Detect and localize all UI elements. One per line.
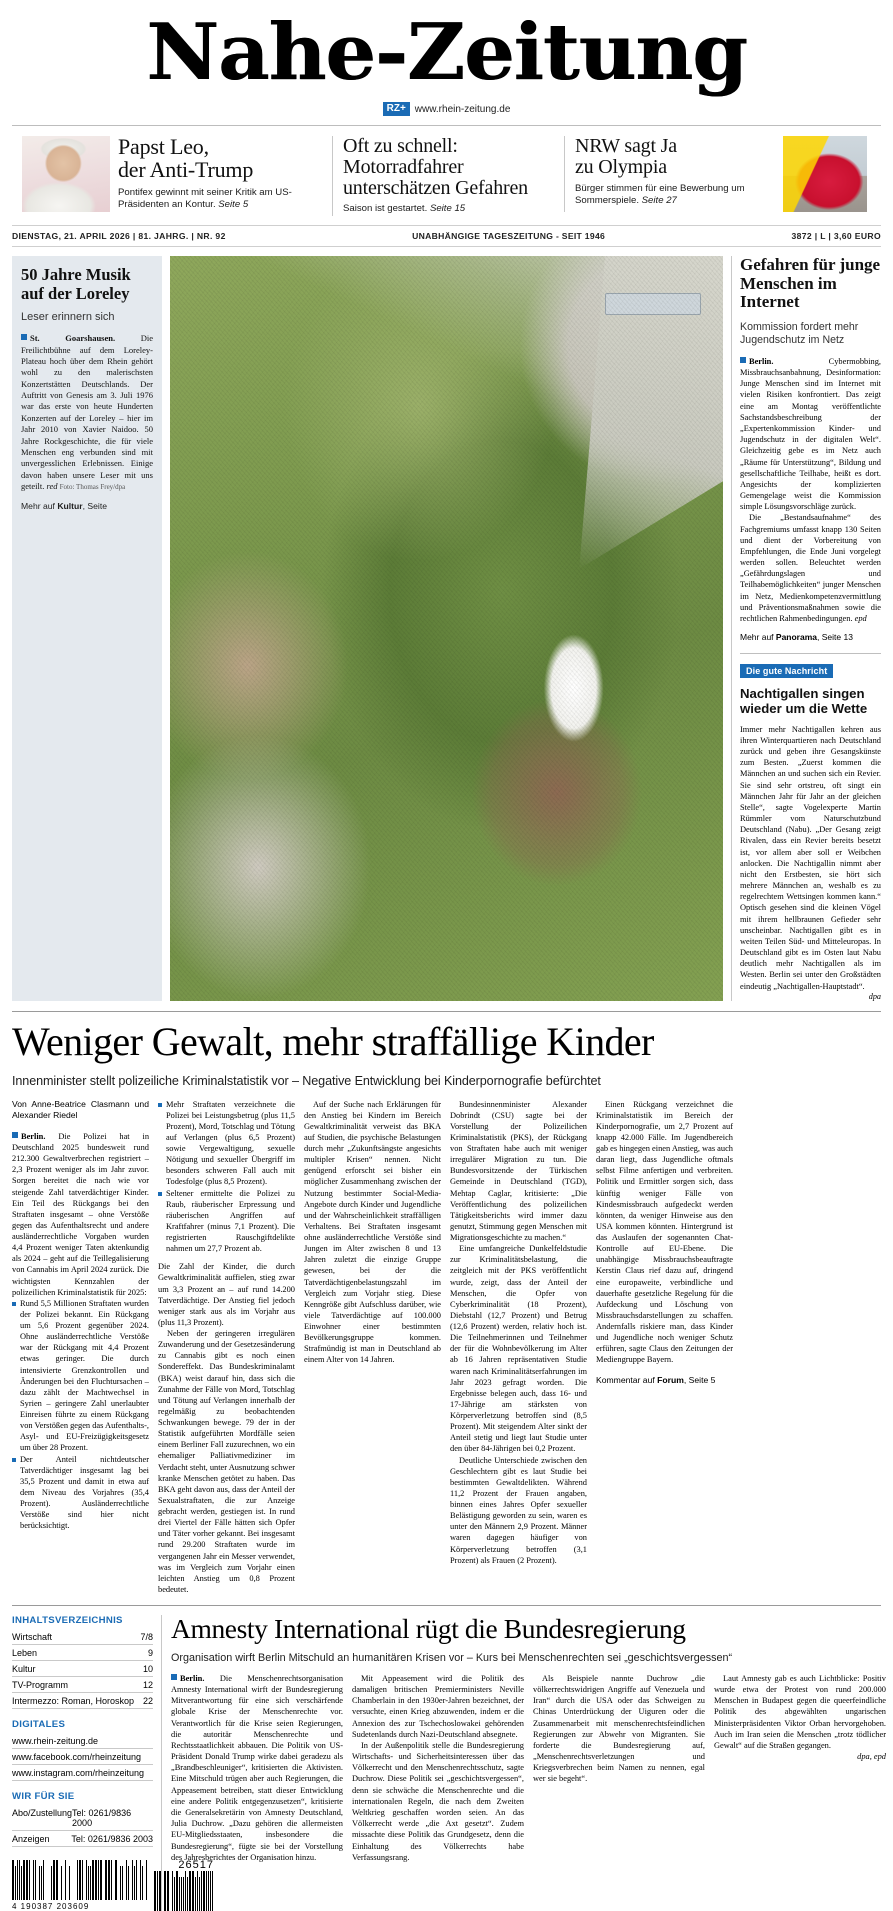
loreley-subline: Leser erinnern sich (21, 310, 115, 323)
list-item: Der Anteil nichtdeutscher Tatverdächtiger insgesamt lag bei 35,5 Prozent und damit in etwa auf dem Niveau des Vorjahres (35,4 Prozent). Ausländerrechtliche Verstöße sind hier nicht berücksichtigt. (12, 1454, 149, 1532)
paragraph: Die Zahl der Kinder, die durch Gewaltkriminalität auffielen, stieg zwar um 3,3 Prozent an – auf rund 14.200 Tatverdächtige. Der Anstieg fiel jedoch weniger stark aus als im Vorjahr aus (plus 11,3 Prozent). (158, 1262, 295, 1327)
toc-title: INHALTSVERZEICHNIS (12, 1615, 123, 1627)
teaser-page-ref[interactable]: Seite 15 (429, 203, 466, 215)
dateline-date: DIENSTAG, 21. APRIL 2026 | 81. JAHRG. | NR. 92 (12, 231, 226, 242)
teaser-motorradfahrer[interactable] (332, 136, 564, 216)
bullet-square-icon (21, 334, 27, 340)
table-row[interactable] (12, 1629, 153, 1645)
teaser-strip (12, 126, 881, 225)
paragraph: Auf der Suche nach Erklärungen für den Anstieg bei Kindern im Bereich Gewaltkriminalität verweist das BKA auf Studien, die psychische Belastungen durch mehr „Zukunftsängste angesichts multipler Krisen“ nennen. Nicht genügend erforscht sei bisher ein möglicher Zusammenhang zwischen der Nutzung bestimmter Social-Media-Angebote durch Kinder und Jugendliche und der Wahrscheinlichkeit straffälligen Verhaltens. Bei Straftaten insgesamt ohne ausländerrechtliche Verstöße sind Jungen im Alter zwischen 8 und 13 Jahren zuletzt die einzige Gruppe gewesen, bei der die Tatverdächtigenbelastungszahl im Vergleich zum Vorjahr stieg. Diese Kenngröße gibt Aufschluss darüber, wie viele Tatverdächtige auf 100.000 Einwohner einer bestimmten Bevölkerungsgruppe kommen. Strafmündig ist man in Deutschland ab einem Alter von 14 Jahren. (304, 1099, 441, 1365)
dateline-place: Berlin. (749, 356, 774, 366)
paragraph: Die „Bestandsaufnahme“ des Fachgremiums umfasst knapp 130 Seiten und dient der Vorbereitung von Empfehlungen, die Ende Juni vorgelegt werden sollen. Beleuchtet werden „Gefährdungslagen und Teilhabemöglichkeiten“ junger Menschen im Netz, Medienkompetenzvermittlung und Präventionsmaßnahmen sowie die rechtlichen Rahmenbedingungen. epd (740, 513, 881, 623)
internet-danger-column (731, 256, 881, 1001)
lead-subline: Innenminister stellt polizeiliche Kriminalstatistik vor – Negative Entwicklung bei Kinderpornografie befürchtet (12, 1073, 601, 1088)
rz-plus-badge[interactable]: RZ+ (383, 102, 410, 116)
toc-page: 12 (142, 1679, 153, 1690)
photo-texture-overlay (170, 256, 723, 1001)
kommentar-link[interactable]: Kommentar auf Forum, Seite 5 (596, 1374, 716, 1385)
lead-column-3 (304, 1099, 441, 1596)
lead-story (12, 1011, 881, 1595)
table-row[interactable] (12, 1645, 153, 1661)
amnesty-column-1 (171, 1673, 343, 1863)
masthead-weblink (0, 102, 893, 116)
paragraph: Neben der geringeren irregulären Zuwanderung und der Gesetzesänderung zu Cannabis gibt es noch einen Sondereffekt. Das Bundeskriminalamt (BKA) weist darauf hin, dass sich die Zunahme der Fälle von Mord, Totschlag und Tötung auf Verlangen innerhalb der regelmäßig zu beobachtenden Schwankungen bewege. 79 der in der Statistik aufgeführten Mordfälle seien einem Berliner Fall zuzurechnen, wo ein ehemaliger Palliativmediziner im Verdacht steht, unter Ausnutzung schwer kranke Menschen getötet zu haben. Das BKA geht davon aus, dass der Anteil der Sexualstraftaten, die zur Anzeige gebracht werden, gestiegen ist. In rund drei Viertel der Fälle hätten sich Opfer und Täter vorher gekannt. Bei insgesamt rund 29.200 Straftaten wurde im vergangenen Jahr ein Messer verwendet, was im Vergleich zum Vorjahr einen leichten Anstieg um 0,8 Prozent bedeutet. (158, 1329, 295, 1594)
toc-label: TV-Programm (12, 1679, 69, 1690)
top-section (12, 247, 881, 1001)
digital-section (12, 1719, 153, 1781)
amnesty-column-3 (533, 1673, 705, 1863)
toc-page: 9 (147, 1647, 153, 1658)
list-item: Mehr Straftaten verzeichnete die Polizei bei Leistungsbetrug (plus 11,5 Prozent), Mord, Totschlag und Tötung auf Verlangen (plus 6,5 Prozent) sowie Vergewaltigung, sexuelle Nötigung und sexueller Übergriff im besonders schweren Fall auch mit Todesfolge (plus 8,5 Prozent). (158, 1099, 295, 1188)
paragraph: Deutliche Unterschiede zwischen den Geschlechtern gibt es laut Studie bei bestimmten Gewaltdelikten. Während 11,2 Prozent der Frauen angaben, binnen eines Jahres Opfer sexueller Belästigung geworden zu sein, waren es unter den Männern 2,9 Prozent. Männer waren dagegen häufiger von Körperverletzung betroffen (3,1 Prozent) als Frauen (2 Prozent). (450, 1455, 587, 1565)
paragraph: Laut Amnesty gab es auch Lichtblicke: Positiv wurde etwa der Protest von rund 200.000 Menschen in Budapest gegen die queerfeindliche Politik des abgewählten ungarischen Ministerpräsidenten Viktor Orban hervorgehoben. Auch im Iran seien die Menschen „trotz tödlicher Gewalt“ auf die Straßen gegangen. (714, 1673, 886, 1750)
good-news-agency: dpa (868, 991, 881, 1001)
statistics-bullet-list (12, 1298, 149, 1532)
list-item: Seltener ermittelte die Polizei zu Raub, räuberischer Erpressung und räuberischen Angriffen auf Kraftfahrer (minus 7,1 Prozent). Die registrierten Rauschgiftdelikte nahmen um 27,7 Prozent ab. (158, 1188, 295, 1255)
dateline-place: St. Goarshausen. (30, 333, 116, 344)
lead-column-1 (12, 1099, 149, 1596)
table-row[interactable] (12, 1661, 153, 1677)
section-name: Kultur (57, 501, 83, 512)
list-item: Rund 5,5 Millionen Straftaten wurden der Polizei bekannt. Ein Rückgang um 5,6 Prozent gegenüber 2024. Ohne ausländerrechtliche Verstöße war der Rückgang mit 4,4 Prozent etwas geringer. Die durch intensivierte Grenzkontrollen und Änderungen bei den Fluchtursachen – dazu zählt der Machtwechsel in Syrien – geringere Zahl unerlaubter Einreisen führte zu einem Rückgang von Verstößen gegen das Aufenthalts-, Asyl- und EU-Freizügigkeitsgesetz um über 28 Prozent. (12, 1298, 149, 1454)
internet-danger-body: Berlin. Cybermobbing, Missbrauchsanbahnung, Desinformation: Junge Menschen sind im Internet mit vielen Risiken konfrontiert. Das zeigt eine am Montag veröffentlichte Sachstandsbeschreibung der „Expertenkommission Kinder- und Jugendschutz in der digitalen Welt“. Gleichzeitig gebe es im Netz auch „Räume für Unterstützung“, Bildung und gesellschaftliche Teilhabe, heißt es dort. Angesichts der komplizierten Gemengelage weist die Kommission simple Lösungsvorschläge zurück. Die „Bestandsaufnahme“ des Fachgremiums umfasst knapp 130 Seiten und dient der Vorbereitung von Empfehlungen, die Ende Juni vorgelegt werden sollen. Beleuchtet werden „Gefährdungslagen und Teilhabemöglichkeiten“ junger Menschen im Netz, Medienkompetenzvermittlung und Präventionsmaßnahmen sowie die rechtlichen Rahmenbedingungen. epd (740, 356, 881, 623)
service-phone: Tel: 0261/9836 2003 (71, 1833, 153, 1844)
dateline-price: 3872 | L | 3,60 EURO (791, 231, 881, 242)
toc-label: Wirtschaft (12, 1631, 53, 1642)
paragraph: Eine umfangreiche Dunkelfeldstudie zur Kriminalitätsbelastung, die zeitgleich mit der PKS veröffentlicht wurde, zeigt, dass der Anteil der Menschen, die Opfer von Cyberkriminalität (18 Prozent), Diebstahl (12,7 Prozent) und Betrug (12,6 Prozent) werden, relativ hoch ist. Die Teilnehmerinnen und Teilnehmer der für die Wohnbevölkerung im Alter ab 16 Jahren repräsentativen Studie waren nach Kriminalitätserfahrungen im Jahr 2023 gefragt worden. Die Ergebnisse belegen auch, dass 16- und 17-Jährige am stärksten von Körperverletzung betroffen sind (8,5 Prozent). Mit steigendem Alter sinkt der Anteil stetig und liegt laut Studie unter den über 84-Jährigen bei 0,2 Prozent. (450, 1244, 587, 1454)
good-news-body: Immer mehr Nachtigallen kehren aus ihren Winterquartieren nach Deutschland zurück und geben ihre Gesangskünste zum Besten. „Zuerst kommen die Männchen an und suchen sich ein Revier. Sie sind sehr ortstreu, oft singt ein Männchen Jahr für Jahr an der gleichen Stelle“, sagte Vogelexperte Martin Rümmler vom Naturschutzbund Deutschland (Nabu). „Der Gesang zeigt Rivalen, dass ein Revier bereits besetzt ist, vor allem aber soll er Weibchen anlocken. Die Nachtigallin nimmt aber nicht den Erstbesten, sie hört sich mehrere Männchen an, weshalb es zu regelrechtem Wettsingen kommen kann.“ Optisch gesehen sind die kleinen Vögel mit ihrem hellbraunen Gefieder sehr unscheinbar. Nachtigallen gibt es in weiten Teilen Süd- und Mitteleuropas. In Deutschland gibt es im Osten laut Nabu deutlich mehr Nachtigallen als im Westen. Berlin sei unter den Großstädten eindeutig „Nachtigallen-Hauptstadt“. (740, 724, 881, 991)
panorama-more-link[interactable]: Mehr auf Panorama, Seite 13 (740, 632, 853, 643)
toc-page: 7/8 (140, 1631, 153, 1642)
loreley-headline: 50 Jahre Musik auf der Loreley (21, 265, 131, 303)
digital-title: DIGITALES (12, 1719, 66, 1731)
lead-headline: Weniger Gewalt, mehr straffällige Kinder (12, 1018, 654, 1064)
digital-link[interactable]: www.rhein-zeitung.de (12, 1733, 153, 1749)
bottom-section (12, 1605, 886, 1911)
teaser-page-ref[interactable]: Seite 27 (641, 195, 677, 207)
toc-label: Kultur (12, 1663, 36, 1674)
service-title: WIR FÜR SIE (12, 1791, 75, 1803)
internet-danger-headline: Gefahren für junge Menschen im Internet (740, 255, 881, 312)
good-news-section (740, 653, 881, 1001)
toc-page: 10 (142, 1663, 153, 1674)
teaser-subline: Pontifex gewinnt mit seiner Kritik am US-Präsidenten an Kontur. Seite 5 (118, 186, 292, 211)
internet-danger-subline: Kommission fordert mehr Jugendschutz im Netz (740, 321, 859, 347)
barcode-area (12, 1859, 214, 1911)
pope-portrait-photo (22, 136, 110, 212)
table-row[interactable] (12, 1693, 153, 1709)
bullet-square-icon (171, 1674, 177, 1680)
amnesty-columns (171, 1673, 886, 1863)
amnesty-subline: Organisation wirft Berlin Mitschuld an humanitären Krisen vor – Kurs bei Menschenrechten sei „geschichtsvergessen“ (171, 1651, 733, 1664)
loreley-more-link[interactable]: Mehr auf Kultur, Seite (21, 501, 107, 512)
service-label: Anzeigen (12, 1833, 50, 1844)
lead-column-2 (158, 1099, 295, 1596)
author-initials: red (46, 481, 58, 492)
teaser-headline: Papst Leo, der Anti-Trump (118, 134, 254, 182)
table-row (12, 1831, 153, 1847)
good-news-headline: Nachtigallen singen wieder um die Wette (740, 686, 868, 716)
table-row (12, 1805, 153, 1831)
bullet-square-icon (12, 1132, 18, 1138)
lead-column-5 (596, 1099, 733, 1596)
masthead (0, 0, 893, 116)
paragraph: Mit Appeasement wird die Politik des damaligen britischen Premierministers Neville Chamberlain in den 1930er-Jahren bezeichnet, der versuchte, einen Krieg abzuwenden, indem er die Annexion des zur Tschechoslowakei gehörenden Sudetenlands durch Nazi-Deutschland absegnete. (352, 1673, 524, 1739)
paragraph: Als Beispiele nannte Duchrow „die völkerrechtswidrigen Angriffe auf Venezuela und Iran“ durch die USA oder das Schweigen zu Chinas Unterdrückung der Uiguren oder die Zusammenarbeit mit menschenrechtsfeindlichen Regierungen zur Abwehr von Migranten. Sie forderte die Bundesregierung auf, „Menschenrechtsverletzungen und Kriegsverbrechen beim Namen zu nennen, egal wer sie begeht“. (533, 1673, 705, 1784)
loreley-aerial-photo (170, 256, 723, 1001)
teaser-headline: Oft zu schnell: Motorradfahrer unterschätzen Gefahren (343, 135, 528, 199)
toc-label: Intermezzo: Roman, Horoskop (12, 1695, 135, 1706)
bullet-square-icon (740, 357, 746, 363)
section-name: Panorama (775, 632, 818, 643)
newspaper-title: Nahe-Zeitung (146, 7, 747, 98)
amnesty-column-4 (714, 1673, 886, 1863)
paragraph: In der Außenpolitik stelle die Bundesregierung Wirtschafts- und Sicherheitsinteressen über das Völkerrecht und den Menschenrechtsschutz, sagte Duchrow. Diese Politik sei „geschichtsvergessen“, denn sie schwäche die Menschenrechte und die internationalen Regeln, die nach dem Zweiten Weltkrieg geschaffen worden seien. An das Völkerrecht werde „die Axt gesetzt“. Zudem missachte diese Politik das Grundgesetz, denn die Einhaltung des Völkerrechts habe Verfassungsrang. (352, 1740, 524, 1862)
table-row[interactable] (12, 1677, 153, 1693)
teaser-headline: NRW sagt Ja zu Olympia (575, 135, 677, 178)
barcode-main (12, 1860, 148, 1900)
toc-page: 22 (142, 1695, 153, 1706)
red-ja-sculpture-photo (783, 136, 867, 212)
digital-link[interactable]: www.facebook.com/rheinzeitung (12, 1749, 153, 1765)
agency-credit: epd (854, 613, 867, 623)
paragraph: Berlin. Die Polizei hat in Deutschland 2025 bundesweit rund 212.300 Gewaltverbrechen registriert – 2,3 Prozent weniger als im Jahr zuvor. Sorgen bereitet die nach wie vor steigende Zahl tatverdächtiger Kinder. Ein Teil des Rückgangs bei den Straftaten insgesamt – ohne Verstöße gegen das Aufenthaltsrecht und andere ausländerrechtliche Vorgaben wurden 4,4 Prozent weniger Taten aktenkundig als 2024 – geht auf die Teillegalisierung von Cannabis im April 2024 zurück. Die wichtigsten Kennzahlen der polizeilichen Kriminalstatistik für 2025: (12, 1131, 150, 1297)
dateline-slogan: UNABHÄNGIGE TAGESZEITUNG - SEIT 1946 (412, 231, 606, 242)
teaser-papst-leo[interactable] (12, 136, 332, 212)
loreley-body-text: St. Goarshausen. Die Freilichtbühne auf dem Loreley-Plateau hoch über dem Rhein gehört wohl zu den malerischsten Konzertstätten Deutschlands. Der Auftritt von Genesis am 3. Juli 1976 war das erste von heute Hunderten Konzerten auf der Loreley – hier im Jahr 2010 von Xavier Naidoo. 50 Jahre Rockgeschichte, die für viele Menschen eng verbunden sind mit unvergesslichen Erlebnissen. Einige davon haben unsere Leser mit uns geteilt. red Foto: Thomas Frey/dpa (21, 333, 154, 492)
lead-columns (12, 1098, 733, 1596)
photo-credit: Foto: Thomas Frey/dpa (59, 483, 126, 492)
amnesty-column-2 (352, 1673, 524, 1863)
agency-credit: dpa, epd (857, 1752, 886, 1762)
teaser-subline: Bürger stimmen für eine Bewerbung um Sommerspiele. Seite 27 (575, 182, 745, 207)
byline: Von Anne-Beatrice Clasmann und Alexander Riedel (12, 1098, 149, 1121)
service-phone: Tel: 0261/9836 2000 (72, 1807, 132, 1828)
amnesty-story (162, 1613, 886, 1911)
website-url[interactable]: www.rhein-zeitung.de (414, 103, 511, 115)
good-news-badge: Die gute Nachricht (740, 664, 833, 678)
loreley-teaser-box[interactable] (12, 256, 162, 1001)
digital-link[interactable]: www.instagram.com/rheinzeitung (12, 1765, 153, 1781)
amnesty-headline: Amnesty International rügt die Bundesregierung (171, 1613, 686, 1645)
barcode-number: 4 190387 203609 (12, 1902, 90, 1911)
barcode-side-number: 26517 (178, 1859, 214, 1872)
toc-label: Leben (12, 1647, 38, 1658)
dateline-bar (12, 226, 881, 246)
teaser-subline: Saison ist gestartet. Seite 15 (343, 203, 466, 215)
service-label: Abo/Zustellung (12, 1807, 73, 1818)
lead-column-4 (450, 1099, 587, 1596)
teaser-nrw-olympia[interactable] (564, 136, 877, 212)
statistics-bullet-list-cont (158, 1099, 295, 1255)
section-name: Forum (657, 1374, 684, 1385)
service-section (12, 1791, 153, 1847)
paragraph: Einen Rückgang verzeichnet die Kriminalstatistik im Bereich der Kinderpornografie, um 2,7 Prozent auf knapp 42.000 Fälle. Im Jugendbereich gab es hingegen einen Anstieg, was auch daran liegt, dass Jugendliche oftmals selbst Filme anfertigen und verbreiten. Politik und Ermittler sorgen sich, dass künftig weniger Fälle von Kindesmissbrauch aufgedeckt werden könnten, da weniger Hinweise aus den USA kommen könnten. Hintergrund ist das Auslaufen der sogenannten Chat-Kontrolle auf EU-Ebene. Die unabhängige Missbrauchsbeauftragte Kerstin Claus rief dazu auf, dringend eine europaweite, verbindliche und dauerhafte gesetzliche Regelung für die Aufdeckung und Löschung von Missbrauchsdarstellungen zu schaffen. Andernfalls riskiere man, dass Kinder und Jugendliche noch weniger Schutz erführen, sagte Claus den Zeitungen der Mediengruppe Bayern. (596, 1099, 733, 1365)
dateline-place: Berlin. (21, 1131, 46, 1141)
paragraph: Bundesinnenminister Alexander Dobrindt (CSU) sagte bei der Vorstellung der Polizeilichen Kriminalstatistik (PKS), der Rückgang von Straftaten habe auch mit weniger irregulärer Migration zu tun. Die Bundesvorsitzende der Türkischen Gemeinde in Deutschland (TGD), Mehtap Caglar, kritisierte: „Die Veröffentlichung des polizeilichen Tätigkeitsberichts wird immer dazu genutzt, Stimmung gegen Menschen mit Migrationsgeschichte zu machen.“ (450, 1099, 587, 1243)
paragraph: Berlin. Die Menschenrechtsorganisation Amnesty International wirft der Bundesregierung Mitverantwortung für eine sich verschärfende globale Krise der Menschenrechte vor. Verantwortlich für die Krise seien Regierungen, die autoritär Menschenrechte und Rechtsstaatlichkeit abbauen. Die Politik von US-Präsident Donald Trump wirke dabei geradezu als „Brandbeschleuniger“, kritisierten die Aktivisten. Eine Mitschuld trügen aber auch Regierungen, die Appeasement betreiben, statt dieser Entwicklung eine andere Politik entgegenzusetzen“, kritisierte die Generalsekretärin von Amnesty Deutschland, Julia Duchrow. „Dazu gehören die allermeisten EU-Mitgliedsstaaten, insbesondere die Bundesregierung“, fügte sie bei der Vorstellung des Jahresberichtes der Organisation hinzu. (171, 1673, 344, 1862)
dateline-place: Berlin. (180, 1673, 205, 1683)
teaser-page-ref[interactable]: Seite 5 (218, 199, 249, 211)
